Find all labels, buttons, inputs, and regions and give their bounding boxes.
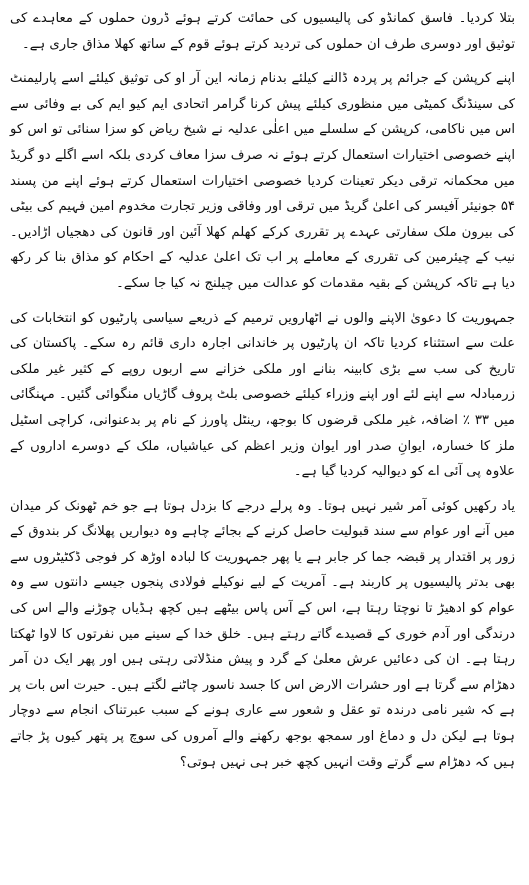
paragraph-2: اپنے کرپشن کے جرائم پر پردہ ڈالنے کیلئے بدنام زمانہ این آر او کی توثیق کیلئے اسے پارلیمنٹ کی سینڈنگ کمیٹی میں منظوری کیلئے پیش کرنا گرامر اتحادی ایم کیو ایم کی بے وفائی سے اس میں ناکامی، کرپشن کے سلسلے میں اعلٰی عدلیہ نے شیخ ریاض کو سزا سنائی تو اس کو اپنے خصوصی اختیارات استعمال کرتے ہوئے نہ صرف سزا معاف کردی بلکہ اسے اگلے دو گریڈ میں محکمانہ ترقی دیکر تعینات کردیا خصوصی اختیارات استعمال کرتے ہوئے اپنے من پسند ۵۴ جونیئر آفیسر کی اعلیٰ گریڈ میں ترقی اور وفاقی وزیر تجارت مخدوم امین فہیم کی بیٹی کی بیرون ملک سفارتی عہدے پر تقرری کرکے کھلم کھلا آئین اور قانون کی دھجیاں اڑادیں۔ نیب کے چیئرمین کی تقرری کے معاملے پر اب تک اعلیٰ عدلیہ کے احکام کو مذاق بنا کر رکھ دیا ہے تاکہ کرپشن کے بقیہ مقدمات کو عدالت میں چیلنج نہ کیا جا سکے۔: [10, 71, 515, 291]
paragraph-3: جمہوریت کا دعویٰ الاپنے والوں نے اٹھارویں ترمیم کے ذریعے سیاسی پارٹیوں کو انتخابات کی علت سے استثناء کردیا تاکہ ان پارٹیوں پر خاندانی اجارہ داری قائم رہ سکے۔ پاکستان کی تاریخ کی سب سے بڑی کابینہ بنانے اور ملکی خزانے سے اربوں روپے کے کثیر غیر ملکی زرمبادلہ سے اپنے لئے اور اپنے وزراء کیلئے خصوصی بلٹ پروف گاڑیاں منگوائی گئیں۔ مہنگائی میں ۳۳ ٪ اضافہ، غیر ملکی قرضوں کا بوجھ، رینٹل پاورز کے نام پر بدعنوانی، کراچی اسٹیل ملز کا خسارہ، ایوانِ صدر اور ایوان وزیر اعظم کی عیاشیاں، ملک کے دوسرے اداروں کے علاوہ پی آئی اے کو دیوالیہ کردیا گیا ہے۔: [10, 310, 515, 480]
paragraph-4: یاد رکھیں کوئی آمر شیر نہیں ہوتا۔ وہ پرلے درجے کا بزدل ہوتا ہے جو خم ٹھونک کر میدان میں آنے اور عوام سے سند قبولیت حاصل کرنے کے بجائے چاہے وہ دیواریں پھلانگ کر بندوق کے زور پر اقتدار پر قبضہ جما کر جابر ہے یا پھر جمہوریت کا لبادہ اوڑھ کر فوجی ڈکٹیٹروں سے بھی بدتر پالیسیوں پر کاربند ہے۔ آمریت کے لیے نوکیلے فولادی پنجوں جیسے دانتوں سے وہ عوام کو ادھیڑ تا نوچتا رہتا ہے، اس کے آس پاس بیٹھے ہیں کچھ ہڈیاں چوڑنے والے اس کی درندگی اور آدم خوری کے قصیدے گاتے رہتے ہیں۔ خلق خدا کے سینے میں نفرتوں کا لاوا ٹھکتا رہتا ہے۔ ان کی دعائیں عرش معلیٰ کے گرد و پیش منڈلاتی رہتی ہیں اور پھر ایک دن آمر دھڑام سے گرتا ہے اور حشرات الارض اس کا جسد ناسور چاٹنے لگتے ہیں۔ حیرت اس بات پر ہے کہ شیر نامی درندہ تو عقل و شعور سے عاری ہونے کے سبب عبرتناک انجام سے دوچار ہوتا ہے لیکن دل و دماغ اور سمجھ بوجھ رکھنے والے آمروں کی سوچ پر پتھر کیوں پڑ جاتے ہیں کہ دھڑام سے گرتے وقت انہیں کچھ خبر ہی نہیں ہوتی؟: [10, 498, 515, 770]
paragraph-1: بتلا کردیا۔ فاسق کمانڈو کی پالیسیوں کی حمائت کرتے ہوئے ڈرون حملوں کے معاہدے کی توثیق اور دوسری طرف ان حملوں کی تردید کرتے ہوئے قوم کے ساتھ کھلا مذاق جاری ہے۔: [10, 11, 515, 52]
